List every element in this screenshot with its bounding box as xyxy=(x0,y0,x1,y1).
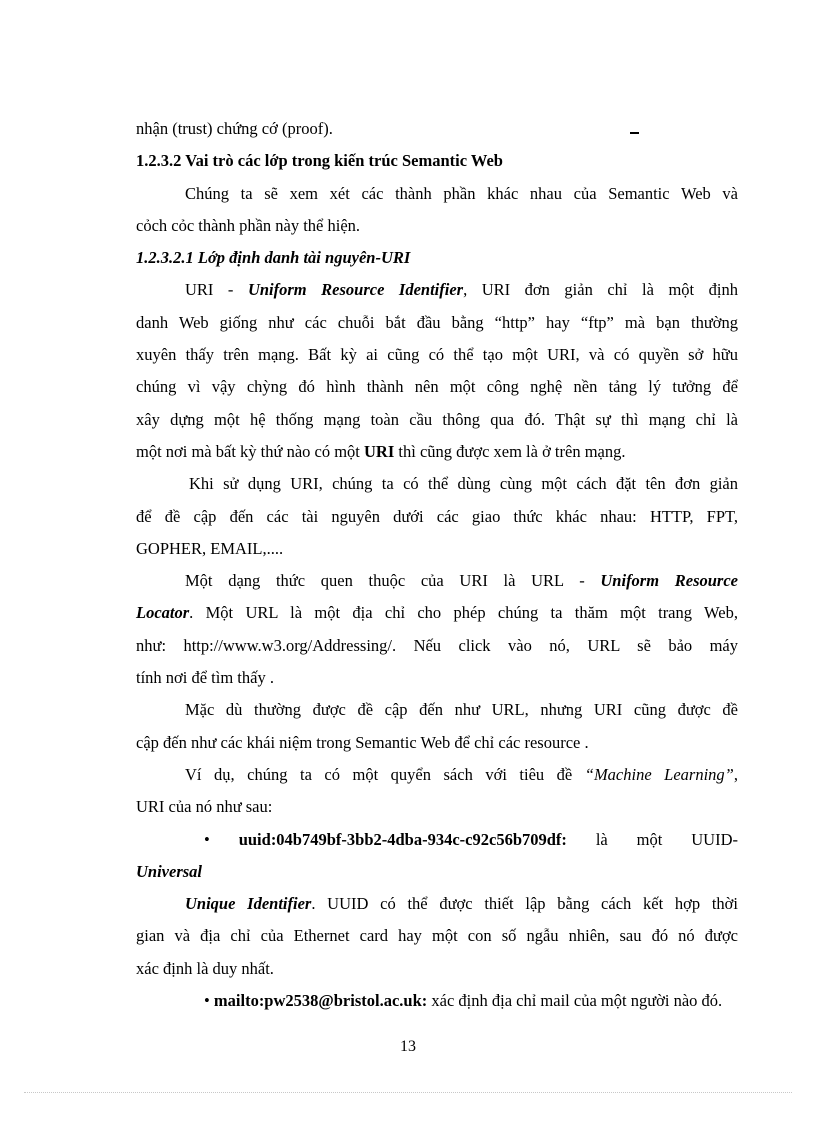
text-run: Mặc dù thường được đề cập đến như URL, nhưng URI cũng được đề xyxy=(185,700,738,720)
text-line xyxy=(136,727,738,759)
text-line xyxy=(136,630,738,662)
text-run: chúng vì vậy chỳng đó hình thành nên một công nghệ nền tảng lý tưởng để xyxy=(136,377,738,397)
text-run: xây dựng một hệ thống mạng toàn cầu thông qua đó. Thật sự thì mạng chỉ là xyxy=(136,409,738,429)
text-line xyxy=(136,404,738,436)
text-line xyxy=(136,533,738,565)
emphasized-text: Uniform Resource xyxy=(600,571,738,591)
text-line xyxy=(136,824,738,856)
text-run: . UUID có thể được thiết lập bằng cách kết hợp thời xyxy=(311,894,738,914)
text-run: danh Web giống như các chuỗi bắt đầu bằng “http” hay “ftp” mà bạn thường xyxy=(136,312,738,332)
text-run: tính nơi để tìm thấy . xyxy=(136,668,274,688)
text-line xyxy=(136,856,738,888)
italic-text: “Machine Learning” xyxy=(584,764,734,784)
text-run: là một UUID- xyxy=(566,829,738,849)
text-run: URI - xyxy=(185,280,248,300)
text-run: Ví dụ, chúng ta có một quyển sách với tiêu đề xyxy=(185,764,585,784)
text-run: GOPHER, EMAIL,.... xyxy=(136,538,284,558)
text-line xyxy=(136,436,738,468)
text-line xyxy=(136,953,738,985)
text-line xyxy=(136,339,738,371)
text-line xyxy=(136,662,738,694)
text-line xyxy=(136,113,738,145)
text-run: Khi sử dụng URI, chúng ta có thể dùng cùng một cách đặt tên đơn giản xyxy=(189,474,738,494)
emphasized-text: Uniform Resource Identifier xyxy=(247,280,464,300)
text-line xyxy=(136,759,738,791)
text-run: xác định là duy nhất. xyxy=(136,958,274,978)
text-line xyxy=(136,274,738,306)
text-line xyxy=(136,242,738,274)
text-run: cỏch cỏc thành phần này thể hiện. xyxy=(136,215,361,235)
emphasized-text: mailto:pw2538@bristol.ac.uk: xyxy=(213,991,428,1011)
text-run: , xyxy=(733,764,738,784)
text-run: Chúng ta sẽ xem xét các thành phần khác nhau của Semantic Web và xyxy=(185,183,738,203)
text-run: gian và địa chỉ của Ethernet card hay một con số ngẫu nhiên, sau đó nó được xyxy=(136,926,738,946)
text-line xyxy=(136,565,738,597)
text-line xyxy=(136,178,738,210)
text-run: cập đến như các khái niệm trong Semantic Web để chỉ các resource . xyxy=(136,732,589,752)
text-run: . Một URL là một địa chỉ cho phép chúng ta thăm một trang Web, xyxy=(189,603,738,623)
text-run: xác định địa chỉ mail của một người nào đó. xyxy=(427,991,723,1011)
text-line xyxy=(136,371,738,403)
emphasized-text: Unique Identifier xyxy=(185,894,312,914)
emphasized-text: 1.2.3.2.1 Lớp định danh tài nguyên-URI xyxy=(136,248,411,268)
text-run: một nơi mà bất kỳ thứ nào có một xyxy=(136,441,365,461)
text-line xyxy=(136,210,738,242)
page-bottom-border xyxy=(24,1092,792,1093)
text-run: thì cũng được xem là ở trên mạng. xyxy=(394,441,626,461)
text-line xyxy=(136,791,738,823)
text-line xyxy=(136,468,738,500)
text-line xyxy=(136,307,738,339)
document-body xyxy=(136,113,738,1017)
text-run: , URI đơn giản chỉ là một định xyxy=(463,280,738,300)
text-run: để đề cập đến các tài nguyên dưới các giao thức khác nhau: HTTP, FPT, xyxy=(136,506,738,526)
emphasized-text: 1.2.3.2 Vai trò các lớp trong kiến trúc Semantic Web xyxy=(136,151,503,171)
emphasized-text: uuid:04b749bf-3bb2-4dba-934c-c92c56b709df: xyxy=(238,829,567,849)
text-line xyxy=(136,694,738,726)
text-line xyxy=(136,501,738,533)
text-run: nhận (trust) chứng cớ (proof). xyxy=(136,119,333,138)
emphasized-text: Locator xyxy=(136,603,190,623)
text-run: như: http://www.w3.org/Addressing/. Nếu click vào nó, URL sẽ bảo máy xyxy=(136,635,738,655)
text-run: • xyxy=(204,991,214,1011)
text-line xyxy=(136,985,738,1017)
text-line xyxy=(136,920,738,952)
emphasized-text: URI xyxy=(364,441,395,461)
page-number: 13 xyxy=(400,1038,416,1055)
emphasized-text: Universal xyxy=(136,861,202,881)
text-line xyxy=(136,888,738,920)
text-line xyxy=(136,145,738,177)
text-run: xuyên thấy trên mạng. Bất kỳ ai cũng có thể tạo một URI, và có quyền sở hữu xyxy=(136,345,738,365)
text-run: Một dạng thức quen thuộc của URI là URL - xyxy=(185,571,601,591)
text-run: • xyxy=(204,829,239,849)
text-line xyxy=(136,597,738,629)
text-run: URI của nó như sau: xyxy=(136,797,273,817)
